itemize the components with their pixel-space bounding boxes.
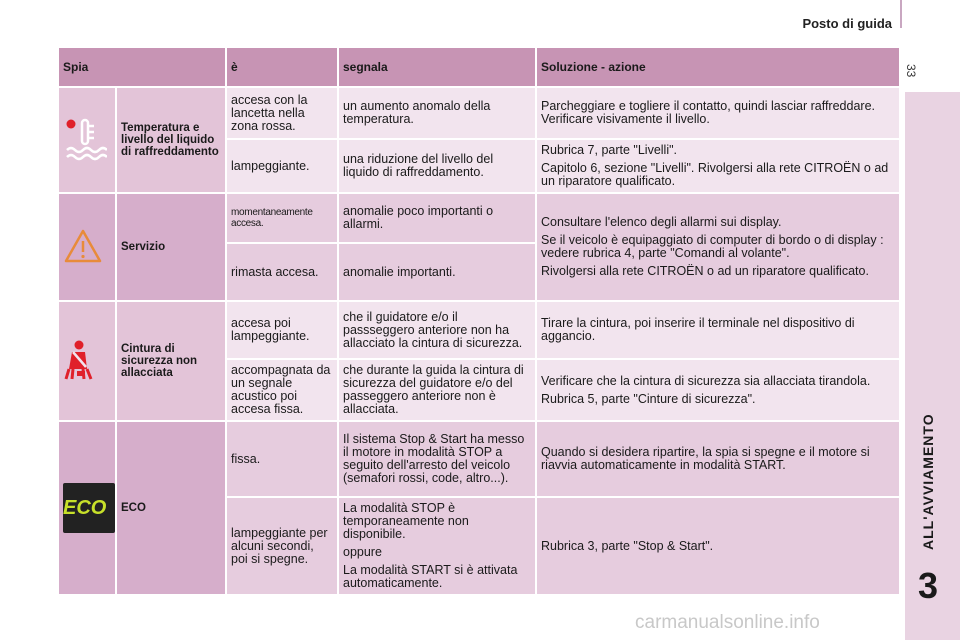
solution-cell bbox=[537, 88, 899, 138]
signals-cell bbox=[339, 498, 535, 594]
signals-cell: che durante la guida la cintura di sicurezza del guidatore e/o del passeggero anteriore non è allacciata. bbox=[339, 360, 535, 420]
eco-badge bbox=[63, 483, 115, 533]
solution-text: Verificare che la cintura di sicurezza sia allacciata tirandola. bbox=[541, 373, 871, 388]
solution-text: Se il veicolo è equipaggiato di computer di bordo o di display : vedere rubrica 4, parte "Comandi al volante". bbox=[541, 233, 884, 260]
signals-cell: anomalie poco importanti o allarmi. bbox=[339, 194, 535, 242]
solution-text: Rivolgersi alla rete CITROËN o ad un riparatore qualificato. bbox=[541, 264, 869, 278]
warning-lights-table bbox=[57, 46, 901, 596]
solution-text: Quando si desidera ripartire, la spia si spegne e il motore si riavvia automaticamente in modalità START. bbox=[541, 445, 870, 472]
signals-cell: anomalie importanti. bbox=[339, 244, 535, 300]
signals-text: La modalità STOP è temporaneamente non disponibile. bbox=[343, 501, 469, 541]
state-cell: rimasta accesa. bbox=[227, 244, 337, 300]
table-row bbox=[59, 422, 899, 496]
solution-cell bbox=[537, 140, 899, 192]
table-row bbox=[59, 194, 899, 242]
column-header-signals: segnala bbox=[339, 48, 535, 86]
side-strip bbox=[905, 92, 960, 640]
warning-triangle-icon bbox=[59, 194, 115, 300]
solution-text: Rubrica 3, parte "Stop & Start". bbox=[541, 538, 714, 553]
state-cell: lampeggiante per alcuni secondi, poi si spegne. bbox=[227, 498, 337, 594]
table-row bbox=[59, 302, 899, 358]
state-cell: accesa poi lampeggiante. bbox=[227, 302, 337, 358]
state-cell: accesa con la lancetta nella zona rossa. bbox=[227, 88, 337, 138]
solution-text: Rubrica 5, parte "Cinture di sicurezza". bbox=[541, 391, 756, 406]
table-row bbox=[59, 88, 899, 138]
watermark: carmanualsonline.info bbox=[635, 612, 820, 633]
seatbelt-icon-graphic bbox=[63, 339, 99, 381]
chapter-number: 3 bbox=[918, 565, 939, 606]
solution-cell bbox=[537, 498, 899, 594]
eco-icon bbox=[59, 422, 115, 594]
solution-text: Rubrica 7, parte "Livelli". bbox=[541, 143, 678, 157]
signals-text: oppure bbox=[343, 545, 382, 559]
solution-text: Consultare l'elenco degli allarmi sui display. bbox=[541, 215, 782, 229]
column-header-solution: Soluzione - azione bbox=[537, 48, 899, 86]
table-header-row bbox=[59, 48, 899, 86]
row-name-service: Servizio bbox=[117, 194, 225, 300]
column-header-state: è bbox=[227, 48, 337, 86]
coolant-temperature-icon-graphic bbox=[63, 115, 107, 163]
solution-text: Capitolo 6, sezione "Livelli". Rivolgersi alla rete CITROËN o ad un riparatore qualificato. bbox=[541, 161, 889, 188]
row-name-temperature: Temperatura e livello del liquido di raffreddamento bbox=[117, 88, 225, 192]
signals-cell: che il guidatore e/o il passseggero anteriore non ha allacciato la cintura di sicurezza. bbox=[339, 302, 535, 358]
state-cell: fissa. bbox=[227, 422, 337, 496]
row-name-seatbelt: Cintura di sicurezza non allacciata bbox=[117, 302, 225, 420]
signals-cell: un aumento anomalo della temperatura. bbox=[339, 88, 535, 138]
state-cell: momentaneamente accesa. bbox=[227, 194, 337, 242]
signals-cell bbox=[339, 422, 535, 496]
state-cell: lampeggiante. bbox=[227, 140, 337, 192]
solution-text: Tirare la cintura, poi inserire il terminale nel dispositivo di aggancio. bbox=[541, 316, 855, 343]
signals-text: Il sistema Stop & Start ha messo il motore in modalità STOP a seguito dell'arresto del veicolo (semafori rossi, code, altro...). bbox=[343, 432, 525, 485]
eco-badge-text: ECO bbox=[63, 497, 107, 519]
column-header-spia: Spia bbox=[59, 48, 225, 86]
signals-cell: una riduzione del livello del liquido di raffreddamento. bbox=[339, 140, 535, 192]
solution-cell bbox=[537, 422, 899, 496]
page-number: 33 bbox=[904, 64, 918, 78]
state-cell: accompagnata da un segnale acustico poi accesa fissa. bbox=[227, 360, 337, 420]
solution-cell bbox=[537, 194, 899, 300]
seatbelt-icon bbox=[59, 302, 115, 420]
warning-triangle-icon-graphic bbox=[63, 228, 103, 264]
header-rule bbox=[900, 0, 902, 28]
row-name-eco: ECO bbox=[117, 422, 225, 594]
solution-text: Parcheggiare e togliere il contatto, quindi lasciar raffreddare. Verificare visivamente il livello. bbox=[541, 99, 875, 126]
solution-cell bbox=[537, 360, 899, 420]
page-title: Posto di guida bbox=[802, 16, 892, 31]
signals-text: La modalità START si è attivata automaticamente. bbox=[343, 563, 518, 590]
solution-cell bbox=[537, 302, 899, 358]
coolant-temperature-icon bbox=[59, 88, 115, 192]
section-label: ALL'AVVIAMENTO bbox=[920, 413, 936, 550]
